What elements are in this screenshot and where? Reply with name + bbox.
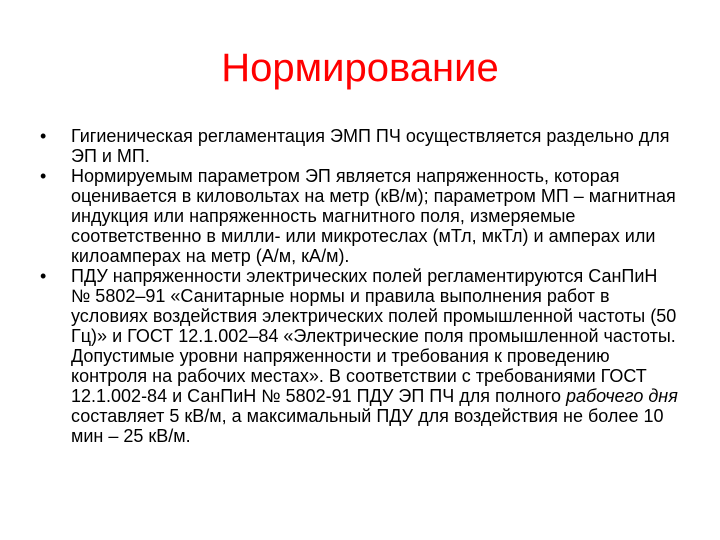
bullet-item-1 bbox=[40, 126, 680, 166]
slide-title: Нормирование bbox=[221, 46, 499, 90]
bullet-text-3-end: составляет 5 кВ/м, а максимальный ПДУ для воздействия не более 10 мин – 25 кВ/м. bbox=[71, 406, 664, 446]
bullet-marker: • bbox=[40, 166, 47, 186]
bullet-marker: • bbox=[40, 126, 47, 146]
bullet-marker: • bbox=[40, 266, 47, 286]
bullet-item-3 bbox=[40, 266, 680, 446]
bullet-item-2 bbox=[40, 166, 680, 266]
bullet-list bbox=[40, 126, 680, 446]
bullet-text-2: Нормируемым параметром ЭП является напряженность, которая оценивается в киловольтах на метр (кВ/м); параметром МП – магнитная индукция или напряженность магнитного поля, измеряемые соответственно в милли- или микротеслах (мТл, мкТл) и амперах или килоамперах на метр (А/м, кА/м). bbox=[71, 166, 676, 266]
bullet-text-3-start: ПДУ напряженности электрических полей регламентируются СанПиН № 5802–91 «Санитарные нормы и правила выполнения работ в условиях воздействия электрических полей промышленной частоты (50 Гц)» и ГОСТ 12.1.002–84 «Электрические поля промышленной частоты. Допустимые уровни напряженности и требования к проведению контроля на рабочих местах». В соответствии с требованиями ГОСТ 12.1.002-84 и СанПиН № 5802-91 ПДУ ЭП ПЧ для полного bbox=[71, 266, 677, 406]
bullet-text-1: Гигиеническая регламентация ЭМП ПЧ осуществляется раздельно для ЭП и МП. bbox=[71, 126, 670, 166]
bullet-text-3-italic: рабочего дня bbox=[565, 386, 678, 406]
